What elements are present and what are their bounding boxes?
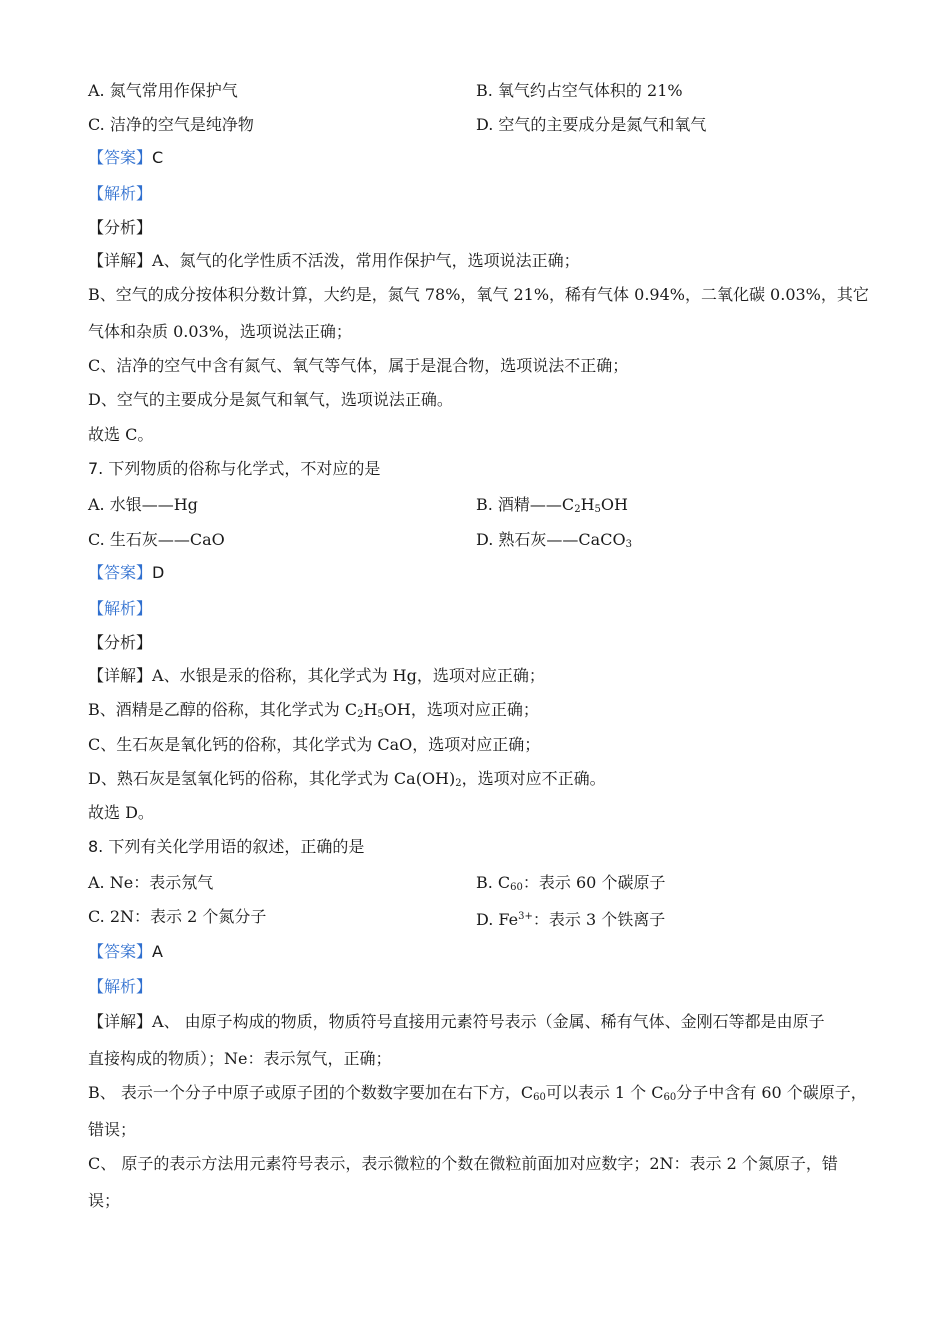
q7-option-d (476, 530, 632, 555)
q7-answer: D (152, 563, 165, 582)
superscript: 3+ (518, 911, 533, 922)
q7-detail-a-text: A、水银是汞的俗称，其化学式为 Hg，选项对应正确； (152, 666, 545, 685)
q8-question: 8. 下列有关化学用语的叙述，正确的是 (88, 837, 365, 856)
q7-conclusion: 故选 D。 (88, 803, 154, 822)
subscript: 2 (455, 778, 462, 789)
q8-detail-b1-post: 分子中含有 60 个碳原子， (676, 1083, 867, 1102)
subscript: 60 (510, 882, 523, 893)
q7-detail-d (88, 769, 606, 794)
detail-tag: 【详解】 (88, 1012, 153, 1031)
q8-option-b-pre: B. C (476, 873, 511, 892)
answer-tag: 【答案】 (88, 563, 153, 582)
q6-answer: C (152, 148, 164, 167)
q7-analysis-tag: 【解析】 (88, 599, 153, 618)
q6-option-d: D. 空气的主要成分是氮气和氧气 (476, 115, 707, 134)
q7-option-a: A. 水银——Hg (88, 495, 198, 514)
subscript: 60 (533, 1092, 546, 1103)
q8-detail-a2: 直接构成的物质）；Ne：表示氖气，正确； (88, 1049, 392, 1068)
q8-option-a: A. Ne：表示氖气 (88, 873, 214, 892)
q8-option-c: C. 2N：表示 2 个氮分子 (88, 907, 267, 926)
q6-detail-b2: 气体和杂质 0.03%，选项说法正确； (88, 322, 352, 341)
q6-option-a: A. 氮气常用作保护气 (88, 81, 238, 100)
subscript: 60 (663, 1092, 677, 1103)
subscript: 2 (357, 709, 364, 720)
detail-tag: 【详解】 (88, 666, 153, 685)
q8-detail-b1 (88, 1083, 867, 1108)
q6-detail-b1: B、空气的成分按体积分数计算，大约是，氮气 78%，氧气 21%，稀有气体 0.94%，二氧化碳 0.03%，其它 (88, 285, 869, 304)
q6-detail-a (88, 251, 580, 271)
q8-option-d-pre: D. Fe (476, 910, 519, 929)
q8-detail-b2: 错误； (88, 1120, 137, 1139)
q7-detail-b (88, 700, 539, 725)
q8-detail-a1 (88, 1012, 825, 1032)
answer-tag: 【答案】 (88, 148, 153, 167)
subscript: 2 (574, 504, 581, 515)
q8-option-d-post: ：表示 3 个铁离子 (532, 910, 666, 929)
q7-option-d-pre: D. 熟石灰——CaCO (476, 530, 626, 549)
q8-detail-a1-text: A、 由原子构成的物质，物质符号直接用元素符号表示（金属、稀有气体、金刚石等都是由原子 (152, 1012, 825, 1031)
q7-detail-b-mid: H (363, 700, 378, 719)
q7-fenxi-tag: 【分析】 (88, 633, 153, 652)
answer-tag: 【答案】 (88, 942, 153, 961)
q6-analysis-tag: 【解析】 (88, 184, 153, 203)
q6-conclusion: 故选 C。 (88, 425, 154, 444)
q8-answer: A (152, 942, 163, 961)
q7-detail-b-post: OH，选项对应正确； (383, 700, 539, 719)
q7-detail-d-pre: D、熟石灰是氢氧化钙的俗称，其化学式为 Ca(OH) (88, 769, 456, 788)
q8-option-d (476, 907, 665, 930)
subscript: 5 (594, 504, 601, 515)
q7-option-c: C. 生石灰——CaO (88, 530, 225, 549)
detail-tag: 【详解】 (88, 251, 153, 270)
q7-detail-a (88, 666, 545, 686)
q7-detail-d-post: ，选项对应不正确。 (461, 769, 606, 788)
q6-detail-a-text: A、氮气的化学性质不活泼，常用作保护气，选项说法正确； (152, 251, 580, 270)
q6-fenxi-tag: 【分析】 (88, 218, 153, 237)
q7-detail-c: C、生石灰是氧化钙的俗称，其化学式为 CaO，选项对应正确； (88, 735, 541, 754)
q7-question: 7. 下列物质的俗称与化学式，不对应的是 (88, 459, 381, 478)
q8-option-b-post: ：表示 60 个碳原子 (522, 873, 666, 892)
q7-detail-b-pre: B、酒精是乙醇的俗称，其化学式为 C (88, 700, 358, 719)
q6-option-c: C. 洁净的空气是纯净物 (88, 115, 254, 134)
q7-answer-line (88, 563, 164, 583)
q6-detail-d: D、空气的主要成分是氮气和氧气，选项说法正确。 (88, 390, 453, 409)
q7-option-b-post: OH (600, 495, 628, 514)
subscript: 5 (377, 709, 384, 720)
q8-detail-b1-mid: 可以表示 1 个 C (545, 1083, 664, 1102)
q8-detail-c2: 误； (88, 1191, 121, 1210)
q6-detail-c: C、洁净的空气中含有氮气、氧气等气体，属于是混合物，选项说法不正确； (88, 356, 629, 375)
subscript: 3 (625, 539, 632, 550)
q8-detail-c1: C、 原子的表示方法用元素符号表示，表示微粒的个数在微粒前面加对应数字；2N：表示 2 个氮原子，错 (88, 1154, 838, 1173)
q7-option-b-mid: H (580, 495, 595, 514)
q8-detail-b1-pre: B、 表示一个分子中原子或原子团的个数数字要加在右下方，C (88, 1083, 534, 1102)
q8-answer-line (88, 942, 163, 962)
q8-option-b (476, 873, 665, 898)
q7-option-b-pre: B. 酒精——C (476, 495, 575, 514)
q8-analysis-tag: 【解析】 (88, 977, 153, 996)
q6-option-b: B. 氧气约占空气体积的 21% (476, 81, 683, 100)
q6-answer-line (88, 148, 163, 168)
q7-option-b (476, 495, 628, 520)
